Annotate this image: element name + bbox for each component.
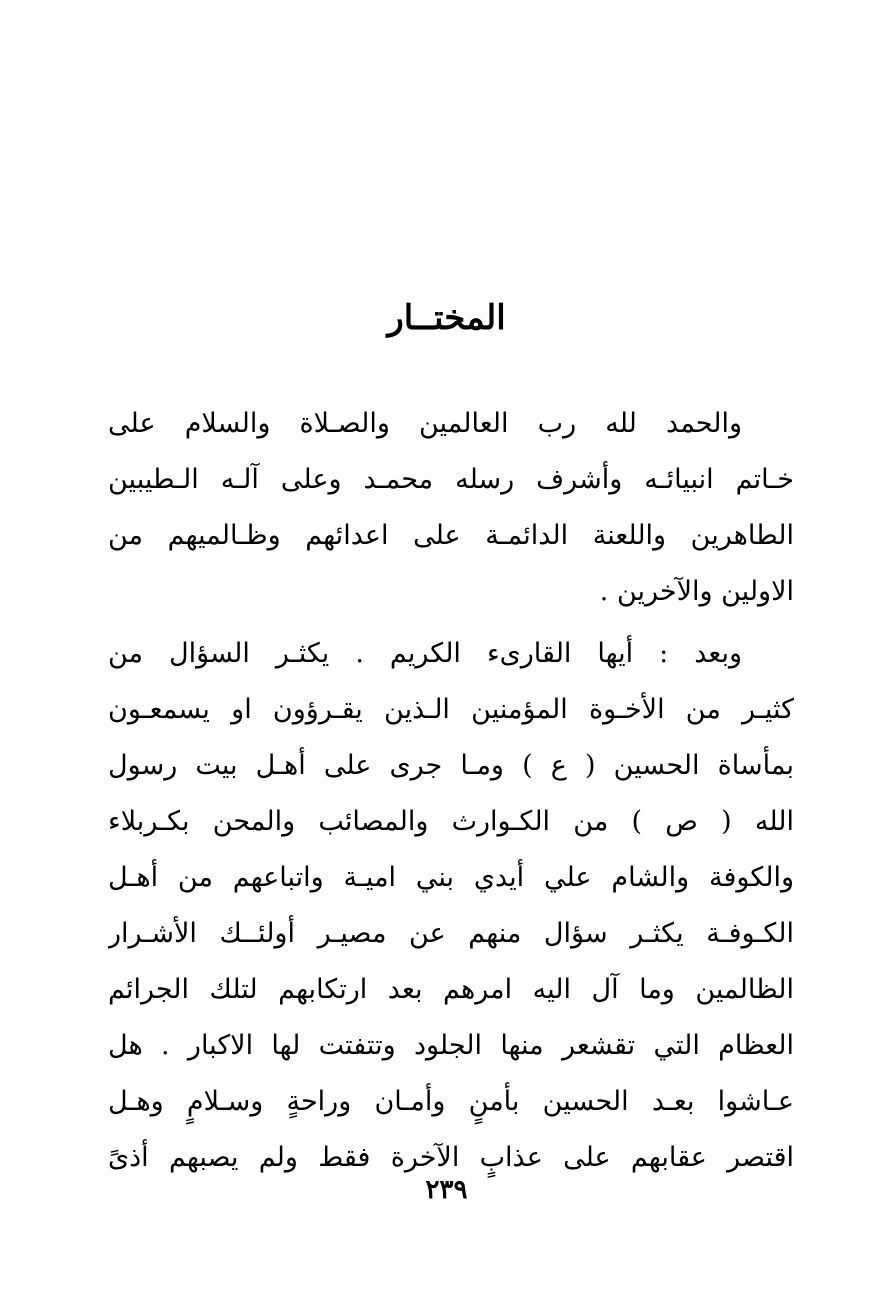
- text-line: كثيـر من الأخـوة المؤمنين الـذين يقـرؤون او يسمعـون: [108, 694, 794, 725]
- chapter-title: المختــار: [387, 298, 506, 338]
- text-line: الطاهرين واللعنة الدائمـة على اعدائهم وظـالميهم من: [108, 520, 794, 551]
- text-line: الله ( ص ) من الكـوارث والمصائب والمحن بكـربلاء: [108, 806, 794, 837]
- text-line: الكـوفـة يكثـر سؤال منهم عن مصيـر أولئــك الأشـرار: [108, 918, 794, 949]
- text-line: بمأساة الحسين ( ع ) ومـا جرى على أهـل بيت رسول: [108, 750, 794, 781]
- page-number: ٢٣٩: [425, 1175, 468, 1205]
- text-line: الاولين والآخرين .: [599, 576, 794, 607]
- text-line: والكوفة والشام علي أيدي بني اميـة واتباعهم من أهـل: [108, 862, 794, 893]
- text-line: وبعد : أيها القارىء الكريم . يكثـر السؤال من: [108, 638, 742, 669]
- text-line: الظالمين وما آل اليه امرهم بعد ارتكابهم لتلك الجرائم: [108, 974, 794, 1005]
- text-line: والحمد لله رب العالمين والصـلاة والسلام على: [108, 408, 742, 439]
- text-line: العظام التي تقشعر منها الجلود وتتفتت لها الاكبار . هل: [108, 1030, 794, 1061]
- text-line: اقتصر عقابهم على عذابٍ الآخرة فقط ولم يصبهم أذىً: [108, 1142, 794, 1173]
- text-line: خـاتم انبيائـه وأشرف رسله محمـد وعلى آلـه الـطيبين: [108, 464, 794, 495]
- text-line: عـاشوا بعـد الحسين بأمنٍ وأمـان وراحةٍ وسـلامٍ وهـل: [108, 1086, 794, 1117]
